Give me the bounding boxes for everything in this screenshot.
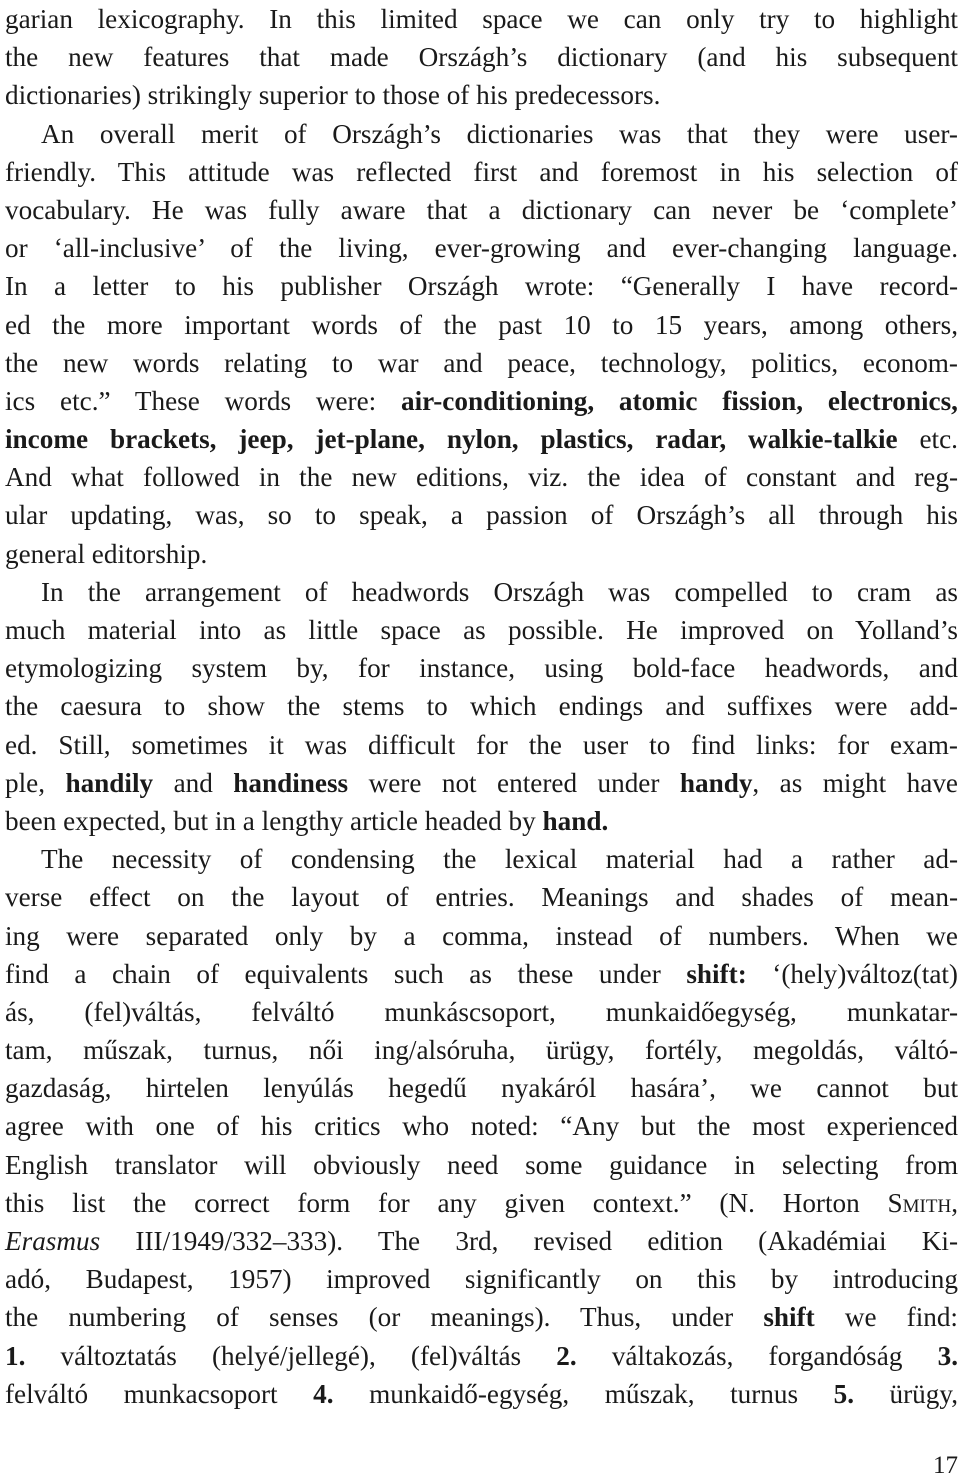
text-segment: English translator will obviously need some guidance in selecting from	[5, 1149, 958, 1180]
text-segment: In the arrangement of headwords Országh was compelled to cram as	[41, 576, 958, 607]
text-segment: find a chain of equivalents such as these under	[5, 958, 687, 989]
text-line	[5, 611, 958, 649]
page-number: 17	[933, 1452, 958, 1479]
text-line	[5, 764, 958, 802]
text-line	[5, 420, 958, 458]
text-line	[5, 115, 958, 153]
text-line	[5, 687, 958, 725]
text-line	[5, 38, 958, 76]
bold-term: 1.	[5, 1340, 26, 1371]
text-segment: tam, műszak, turnus, női ing/alsóruha, ürügy, fortély, megoldás, váltó-	[5, 1035, 958, 1066]
text-line	[5, 344, 958, 382]
text-segment: felváltó munkacsoport	[5, 1378, 314, 1409]
bold-term: 5.	[833, 1378, 854, 1409]
text-segment: dictionaries) strikingly superior to those of his predecessors.	[5, 80, 661, 111]
text-line	[5, 840, 958, 878]
text-line	[5, 191, 958, 229]
text-segment: friendly. This attitude was reflected first and foremost in his selection of	[5, 156, 958, 187]
bold-term: shift	[763, 1302, 815, 1333]
bold-term: income brackets, jeep, jet-plane, nylon, plastics, radar, walkie-talkie	[5, 424, 898, 455]
bold-term: air-conditioning, atomic fission, electronics,	[401, 385, 958, 416]
text-segment: the caesura to show the stems to which endings and suffixes were add-	[5, 691, 958, 722]
text-segment: the numbering of senses (or meanings). Thus, under	[5, 1302, 764, 1333]
text-segment: változtatás (helyé/jellegé), (fel)váltás	[25, 1340, 557, 1371]
text-line	[5, 267, 958, 305]
text-line	[5, 153, 958, 191]
bold-term: 2.	[556, 1340, 577, 1371]
text-line	[5, 955, 958, 993]
text-line	[5, 726, 958, 764]
italic-title: Erasmus	[5, 1226, 101, 1256]
text-segment: munkaidő-egység, műszak, turnus	[333, 1378, 834, 1409]
text-segment: III/1949/332–333). The 3rd, revised edition (Akadémiai Ki-	[100, 1226, 958, 1256]
text-line	[5, 1184, 958, 1222]
text-segment: gazdaság, hirtelen lenyúlás hegedű nyakáról hasára’, we cannot but	[5, 1073, 958, 1104]
bold-term: handiness	[233, 767, 349, 798]
text-segment: ics etc.” These words were:	[5, 385, 402, 416]
text-segment: ed the more important words of the past 10 to 15 years, among others,	[5, 309, 958, 340]
text-line	[5, 649, 958, 687]
text-line	[5, 535, 958, 573]
text-segment: ás, (fel)váltás, felváltó munkáscsoport, munkaidőegység, munkatar-	[5, 996, 958, 1027]
text-line	[5, 878, 958, 916]
text-line	[5, 993, 958, 1031]
text-segment: ‘(hely)változ(tat)	[746, 958, 958, 989]
text-segment: And what followed in the new editions, viz. the idea of constant and reg-	[5, 462, 958, 493]
text-segment: etc.	[897, 424, 958, 455]
text-segment: ing were separated only by a comma, instead of numbers. When we	[5, 920, 958, 951]
text-segment: An overall merit of Országh’s dictionaries was that they were user-	[41, 118, 958, 149]
text-segment: agree with one of his critics who noted: “Any but the most experienced	[5, 1111, 958, 1142]
text-segment: váltakozás, forgandóság	[576, 1340, 938, 1371]
text-line	[5, 917, 958, 955]
text-segment: ple,	[5, 767, 66, 798]
bold-term: handily	[65, 767, 154, 798]
text-segment: this list the correct form for any given context.” (N. Horton	[5, 1187, 888, 1218]
text-segment: , as might have	[752, 767, 958, 798]
small-caps-name: Smith	[887, 1187, 952, 1218]
text-segment: were not entered under	[348, 767, 680, 798]
text-segment: much material into as little space as possible. He improved on Yolland’s	[5, 615, 958, 645]
text-segment: and	[153, 767, 234, 798]
bold-term: 3.	[937, 1340, 958, 1371]
text-line	[5, 0, 958, 38]
text-segment: been expected, but in a lengthy article headed by	[5, 805, 543, 836]
text-line	[5, 1031, 958, 1069]
text-line	[5, 382, 958, 420]
text-segment: vocabulary. He was fully aware that a dictionary can never be ‘complete’	[5, 194, 958, 225]
text-segment: or ‘all-inclusive’ of the living, ever-growing and ever-changing language.	[5, 233, 958, 264]
text-line	[5, 1260, 958, 1298]
text-line	[5, 1146, 958, 1184]
text-segment: general editorship.	[5, 538, 208, 569]
text-line	[5, 1375, 958, 1413]
bold-term: handy	[679, 767, 753, 798]
text-line	[5, 1222, 958, 1260]
text-segment: ular updating, was, so to speak, a passion of Országh’s all through his	[5, 500, 958, 531]
bold-term: 4.	[313, 1378, 334, 1409]
text-line	[5, 306, 958, 344]
text-segment: ,	[951, 1187, 958, 1218]
text-segment: etymologizing system by, for instance, using bold-face headwords, and	[5, 653, 958, 684]
text-segment: the new features that made Országh’s dictionary (and his subsequent	[5, 42, 958, 73]
text-line	[5, 496, 958, 534]
text-line	[5, 1337, 958, 1375]
text-segment: the new words relating to war and peace, technology, politics, econom-	[5, 347, 958, 378]
text-segment: verse effect on the layout of entries. Meanings and shades of mean-	[5, 882, 958, 913]
text-segment: ed. Still, sometimes it was difficult for the user to find links: for exam-	[5, 729, 958, 760]
text-segment: ürügy,	[854, 1378, 958, 1409]
text-line	[5, 1069, 958, 1107]
text-line	[5, 1107, 958, 1145]
text-line	[5, 458, 958, 496]
text-segment: adó, Budapest, 1957) improved significantly on this by introducing	[5, 1264, 958, 1295]
text-line	[5, 802, 958, 840]
text-segment: The necessity of condensing the lexical material had a rather ad-	[41, 844, 958, 875]
text-line	[5, 573, 958, 611]
text-segment: In a letter to his publisher Országh wrote: “Generally I have record-	[5, 271, 958, 302]
bold-term: hand.	[542, 805, 609, 836]
bold-term: shift:	[686, 958, 747, 989]
text-line	[5, 229, 958, 267]
text-line	[5, 1298, 958, 1336]
text-line	[5, 76, 958, 114]
text-segment: garian lexicography. In this limited space we can only try to highlight	[5, 4, 958, 34]
text-segment: we find:	[814, 1302, 958, 1333]
page-body	[5, 0, 958, 1413]
